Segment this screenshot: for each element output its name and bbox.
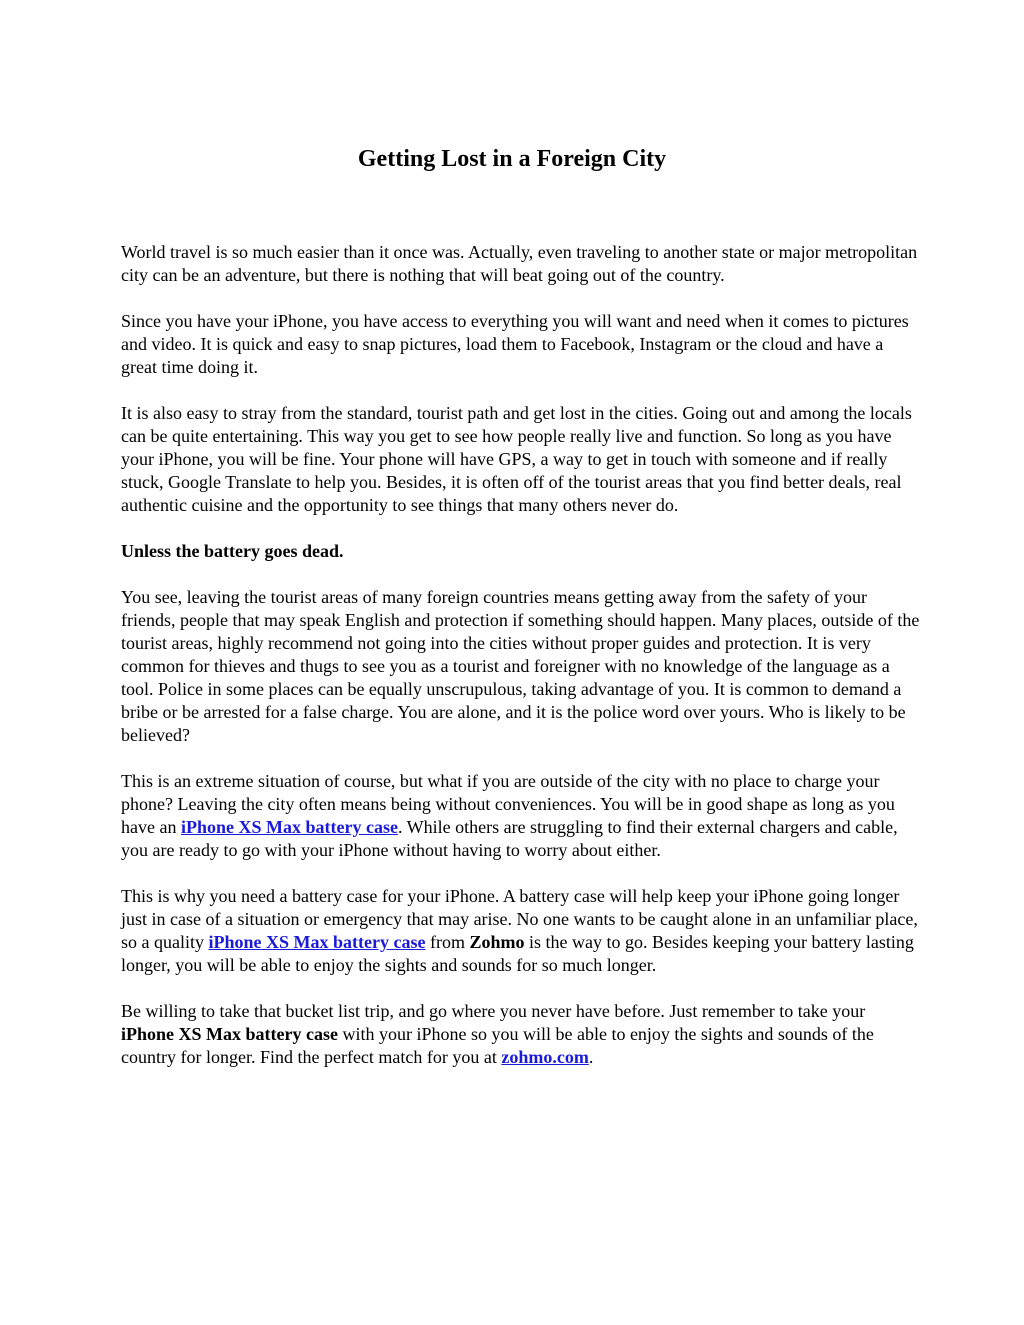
text-segment: . While others are struggling to find their external chargers and cable, you are ready to go with your iPhone without having to worry about either. bbox=[121, 817, 898, 860]
paragraph-bucket-list bbox=[121, 1000, 921, 1069]
page-title: Getting Lost in a Foreign City bbox=[357, 146, 667, 172]
paragraph-iphone-access: Since you have your iPhone, you have access to everything you will want and need when it comes to pictures and video. It is quick and easy to snap pictures, load them to Facebook, Instagram or the cloud and have a great time doing it. bbox=[121, 311, 909, 377]
article-body bbox=[121, 241, 921, 1092]
paragraph-intro: World travel is so much easier than it once was. Actually, even traveling to another state or major metropolitan city can be an adventure, but there is nothing that will beat going out of the country. bbox=[121, 242, 918, 285]
text-segment: This is why you need a battery case for your iPhone. A battery case will help keep your iPhone going longer just in case of a situation or emergency that may arise. No one wants to be caught alone in an unfamiliar place, so a quality bbox=[121, 886, 918, 952]
text-segment: This is an extreme situation of course, but what if you are outside of the city with no place to charge your phone? Leaving the city often means being without conveniences. You will be in good shape as long as you have an bbox=[121, 771, 895, 837]
zohmo-website-link[interactable]: zohmo.com bbox=[501, 1047, 589, 1067]
battery-case-link-2[interactable]: iPhone XS Max battery case bbox=[208, 932, 426, 952]
paragraph-safety: You see, leaving the tourist areas of many foreign countries means getting away from the safety of your friends, people that may speak English and protection if something should happen. Many places, outside of the tourist areas, highly recommend not going into the cities without proper guides and protection. It is very common for thieves and thugs to see you as a tourist and foreigner with no knowledge of the language as a tool. Police in some places can be equally unscrupulous, taking advantage of you. It is common to demand a bribe or be arrested for a false charge. You are alone, and it is the police word over yours. Who is likely to be believed? bbox=[121, 587, 920, 745]
text-segment: is the way to go. Besides keeping your battery lasting longer, you will be able to enjoy the sights and sounds for so much longer. bbox=[121, 932, 914, 975]
text-segment: Be willing to take that bucket list trip, and go where you never have before. Just remember to take your bbox=[121, 1001, 866, 1021]
product-name: iPhone XS Max battery case bbox=[121, 1024, 338, 1044]
text-segment: . bbox=[588, 1047, 594, 1067]
text-segment: with your iPhone so you will be able to enjoy the sights and sounds of the country for longer. Find the perfect match for you at bbox=[121, 1024, 874, 1067]
brand-name: Zohmo bbox=[469, 932, 525, 952]
paragraph-extreme-situation bbox=[121, 770, 921, 862]
paragraph-get-lost: It is also easy to stray from the standard, tourist path and get lost in the cities. Going out and among the locals can be quite entertaining. This way you get to see how people really live and function. So long as you have your iPhone, you will be fine. Your phone will have GPS, a way to get in touch with someone and if really stuck, Google Translate to help you. Besides, it is often off of the tourist areas that you find better deals, real authentic cuisine and the opportunity to see things that many others never do. bbox=[121, 403, 912, 515]
paragraph-why-battery-case bbox=[121, 885, 921, 977]
text-segment: from bbox=[425, 932, 470, 952]
battery-case-link-1[interactable]: iPhone XS Max battery case bbox=[180, 817, 398, 837]
paragraph-battery-dead: Unless the battery goes dead. bbox=[121, 541, 344, 561]
